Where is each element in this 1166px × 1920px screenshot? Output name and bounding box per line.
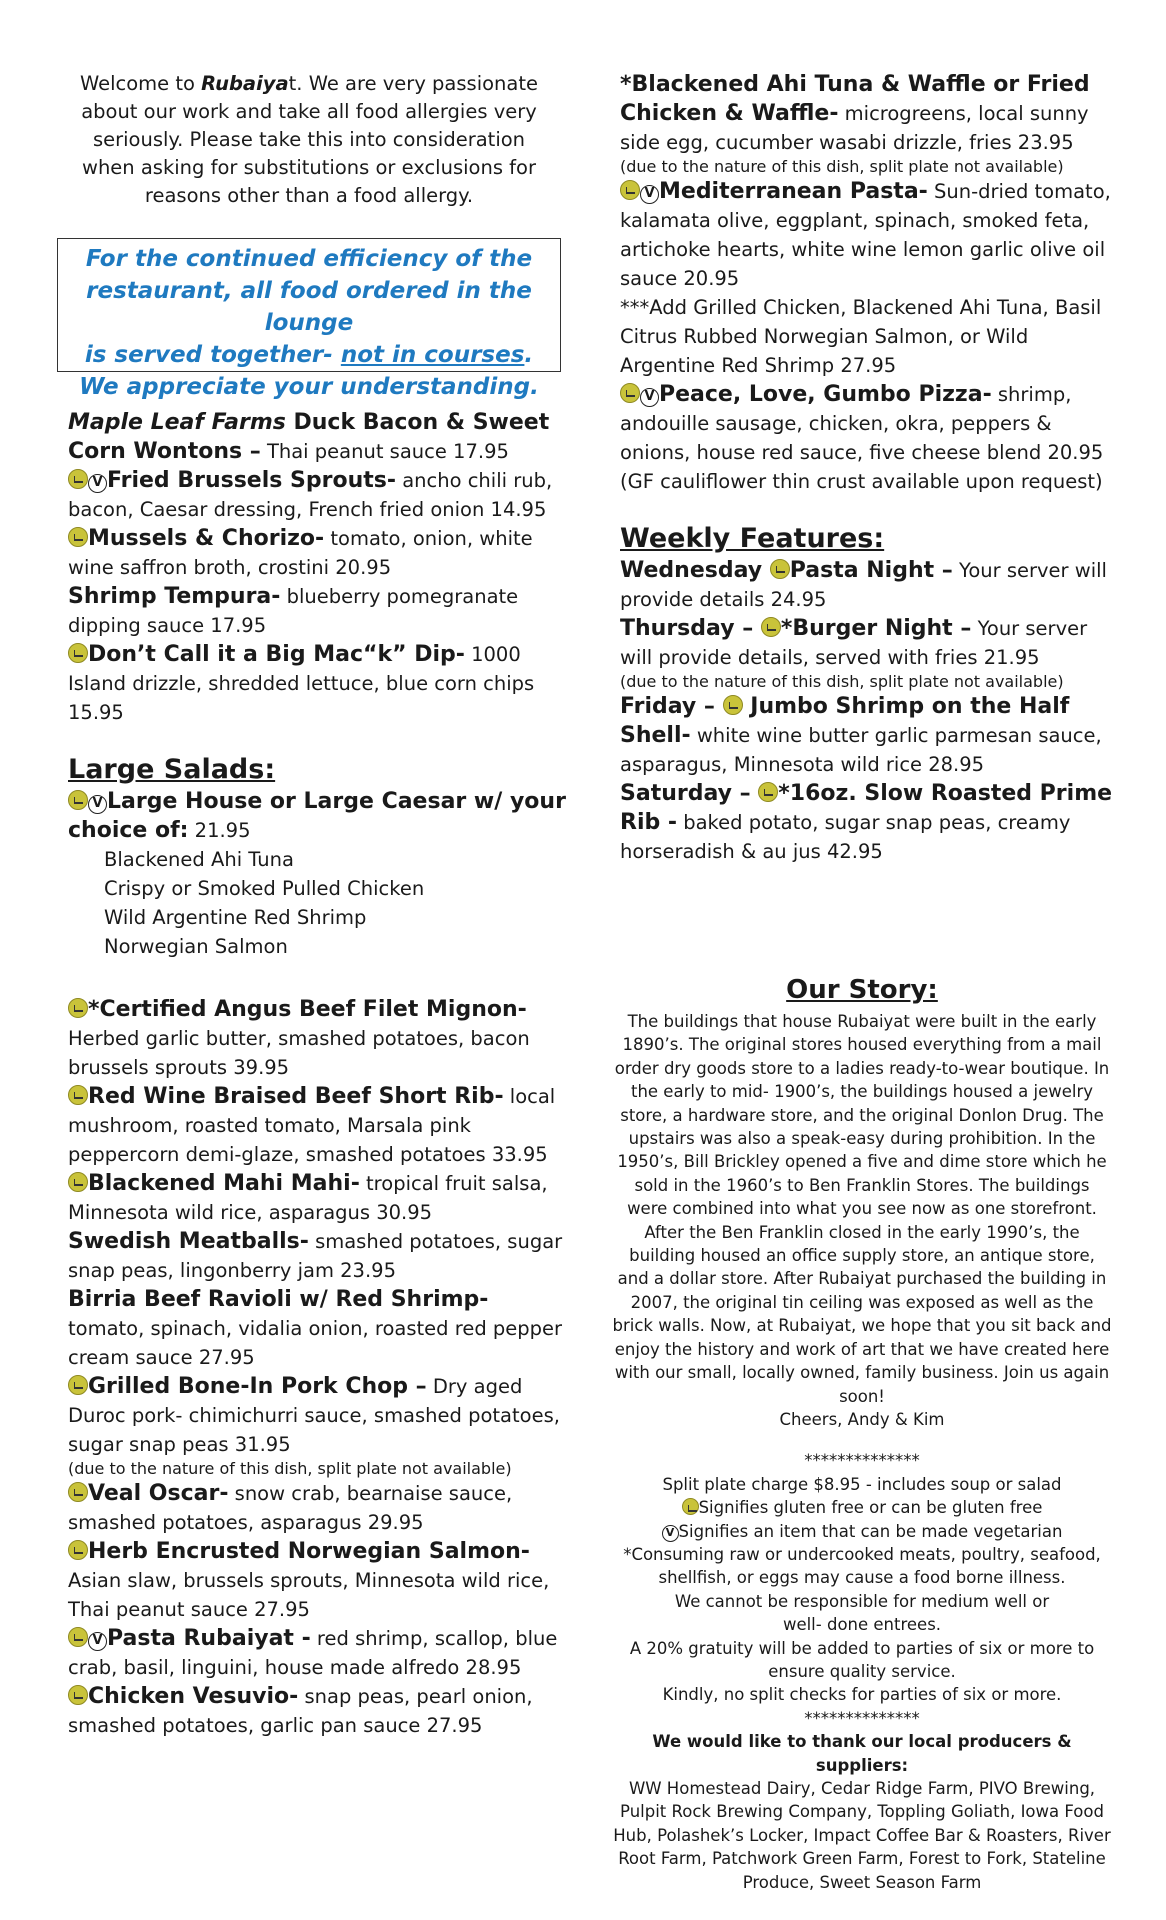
salad-option: Wild Argentine Red Shrimp <box>104 906 367 929</box>
item-name: Veal Oscar- <box>88 1481 229 1506</box>
menu-item-birria <box>68 1285 568 1372</box>
lounge-notice <box>57 238 561 400</box>
item-desc: Your server will provide details 24.95 <box>620 559 1107 611</box>
menu-item-mediterranean-pasta <box>620 177 1120 380</box>
menu-item-big-mac-dip <box>68 640 568 727</box>
menu-item-meatballs <box>68 1227 568 1285</box>
menu-item-brussels <box>68 466 568 524</box>
menu-item-pasta-rubaiyat <box>68 1624 568 1682</box>
gluten-free-icon <box>620 383 640 403</box>
vegetarian-icon: V <box>88 795 107 814</box>
item-add-on: ***Add Grilled Chicken, Blackened Ahi Tuna, Basil Citrus Rubbed Norwegian Salmon, or Wild Argentine Red Shrimp 27.95 <box>620 296 1102 377</box>
item-name: Blackened Mahi Mahi- <box>88 1171 360 1196</box>
item-desc: tropical fruit salsa, Minnesota wild rice, asparagus 30.95 <box>68 1172 548 1224</box>
item-name: *Blackened Ahi Tuna & Waffle or Fried Chicken & Waffle- <box>620 72 1090 126</box>
item-desc: blueberry pomegranate dipping sauce 17.95 <box>68 585 519 637</box>
gluten-free-icon <box>68 527 88 547</box>
suppliers-heading: We would like to thank our local producers & suppliers: <box>652 1732 1072 1775</box>
feature-day: Wednesday <box>620 558 770 583</box>
item-desc: local mushroom, roasted tomato, Marsala pink peppercorn demi-glaze, smashed potatoes 33.95 <box>68 1085 556 1166</box>
notice-line3 <box>58 339 560 371</box>
item-note: (GF cauliflower thin crust available upon request) <box>620 470 1103 493</box>
gluten-free-icon <box>68 790 88 810</box>
item-brand: Maple Leaf Farms <box>68 410 286 435</box>
item-name: Chicken Vesuvio- <box>88 1684 299 1709</box>
item-note: (due to the nature of this dish, split plate not available) <box>68 1459 512 1478</box>
menu-item-duck-wontons <box>68 408 568 466</box>
gluten-free-icon <box>68 1375 88 1395</box>
item-desc: tomato, onion, white wine saffron broth, crostini 20.95 <box>68 527 533 579</box>
item-name: Pasta Night – <box>789 558 953 583</box>
notice-line4: We appreciate your understanding. <box>79 374 539 400</box>
gluten-free-icon <box>761 617 781 637</box>
item-name: Peace, Love, Gumbo Pizza- <box>659 382 992 407</box>
item-name: Don’t Call it a Big Mac“k” Dip- <box>88 642 465 667</box>
well-done-note-2: well- done entrees. <box>782 1615 942 1635</box>
salad-option: Blackened Ahi Tuna <box>104 848 294 871</box>
item-name: *16oz. Slow Roasted Prime Rib - <box>620 781 1113 835</box>
item-name: Swedish Meatballs- <box>68 1229 309 1254</box>
feature-friday <box>620 692 1120 779</box>
our-story-section <box>612 972 1112 1894</box>
item-note: (due to the nature of this dish, split plate not available) <box>620 157 1064 176</box>
veg-legend-text: Signifies an item that can be made vegetarian <box>678 1521 1063 1541</box>
item-desc: baked potato, sugar snap peas, creamy horseradish & au jus 42.95 <box>620 811 1071 863</box>
item-desc: smashed potatoes, sugar snap peas, lingonberry jam 23.95 <box>68 1230 563 1282</box>
item-name: *Burger Night – <box>780 616 972 641</box>
gf-legend <box>612 1496 1112 1519</box>
gluten-free-icon <box>68 1540 88 1560</box>
menu-item-chicken-vesuvio <box>68 1682 568 1740</box>
vegetarian-icon: V <box>640 185 659 204</box>
welcome-text <box>64 70 554 210</box>
item-name: Mussels & Chorizo- <box>88 526 325 551</box>
menu-item-filet <box>68 995 568 1082</box>
split-plate-note: Split plate charge $8.95 - includes soup or salad <box>662 1474 1062 1494</box>
story-body: The buildings that house Rubaiyat were built in the early 1890’s. The original stores housed everything from a mail order dry goods store to a ladies ready-to-wear boutique. In the early to mid- 1900’s, the buildings housed a jewelry store, a hardware store, and the original Donlon Drug. The upstairs was also a speak-easy during prohibition. In the 1950’s, Bill Brickley opened a five and dime store which he sold in the 1960’s to Ben Franklin Stores. The buildings were combined into what you see now as one storefront. After the Ben Franklin closed in the early 1990’s, the building housed an office supply store, an antique store, and a dollar store. After Rubaiyat purchased the building in 2007, the original tin ceiling was exposed as well as the brick walls. Now, at Rubaiyat, we hope that you sit back and enjoy the history and work of art that we have created here with our small, locally owned, family business. Join us again soon! <box>612 1012 1112 1406</box>
item-price: 21.95 <box>188 819 251 842</box>
gluten-free-icon <box>68 1172 88 1192</box>
item-desc: snow crab, bearnaise sauce, smashed potatoes, asparagus 29.95 <box>68 1482 513 1534</box>
notice-line2: restaurant, all food ordered in the lounge <box>86 278 532 336</box>
feature-wednesday <box>620 556 1120 614</box>
item-note: (due to the nature of this dish, split plate not available) <box>620 672 1064 691</box>
raw-warning: *Consuming raw or undercooked meats, poultry, seafood, shellfish, or eggs may cause a food borne illness. <box>623 1544 1101 1588</box>
item-name: Fried Brussels Sprouts- <box>107 468 396 493</box>
welcome-brand: Rubaiya <box>201 72 289 95</box>
menu-item-waffle <box>620 70 1120 177</box>
split-checks-note: Kindly, no split checks for parties of six or more. <box>662 1685 1062 1705</box>
item-name: Shrimp Tempura- <box>68 584 281 609</box>
gluten-free-icon <box>68 1482 88 1502</box>
gluten-free-icon <box>68 1085 88 1105</box>
gluten-free-icon <box>723 695 743 715</box>
notice-line3-underlined: not in courses <box>340 342 525 368</box>
item-name: Large House or Large Caesar w/ your choice of: <box>68 789 566 843</box>
left-column <box>68 408 568 1740</box>
menu-item-veal <box>68 1479 568 1537</box>
item-name: Herb Encrusted Norwegian Salmon- <box>88 1539 530 1564</box>
weekly-features-heading: Weekly Features: <box>620 523 885 554</box>
feature-day: Friday – <box>620 694 723 719</box>
gluten-free-icon <box>68 998 88 1018</box>
item-name: Mediterranean Pasta- <box>659 179 928 204</box>
item-desc: 1000 Island drizzle, shredded lettuce, blue corn chips 15.95 <box>68 643 535 724</box>
gluten-free-icon <box>68 1627 88 1647</box>
item-name: Birria Beef Ravioli w/ Red Shrimp- <box>68 1287 489 1312</box>
menu-item-shrimp-tempura <box>68 582 568 640</box>
separator-stars: ************** <box>804 1708 920 1728</box>
salad-option: Norwegian Salmon <box>104 935 288 958</box>
our-story-heading: Our Story: <box>786 975 938 1005</box>
story-signoff: Cheers, Andy & Kim <box>779 1409 945 1429</box>
item-desc: Your server will provide details, served with fries 21.95 <box>620 617 1088 669</box>
separator-stars: ************** <box>804 1451 920 1471</box>
item-name: Jumbo Shrimp on the Half Shell- <box>620 694 1070 748</box>
right-column <box>620 70 1120 866</box>
menu-item-mussels <box>68 524 568 582</box>
item-name: Red Wine Braised Beef Short Rib- <box>88 1084 504 1109</box>
vegetarian-icon: V <box>88 474 107 493</box>
menu-item-salmon <box>68 1537 568 1624</box>
veg-legend <box>612 1520 1112 1543</box>
item-desc: ancho chili rub, bacon, Caesar dressing, French fried onion 14.95 <box>68 469 553 521</box>
welcome-post: t. We are very passionate about our work and take all food allergies very seriously. Please take this into consideration when asking for substitutions or exclusions for reasons other than a food allergy. <box>81 72 539 207</box>
salad-option: Crispy or Smoked Pulled Chicken <box>104 877 425 900</box>
item-name: Pasta Rubaiyat - <box>107 1626 311 1651</box>
vegetarian-icon: V <box>88 1632 107 1651</box>
item-name: *Certified Angus Beef Filet Mignon- <box>88 997 527 1022</box>
item-desc: Sun-dried tomato, kalamata olive, eggplant, spinach, smoked feta, artichoke hearts, white wine lemon garlic olive oil sauce 20.95 <box>620 180 1111 290</box>
item-desc: Herbed garlic butter, smashed potatoes, bacon brussels sprouts 39.95 <box>68 1027 530 1079</box>
item-name: Duck Bacon & Sweet Corn Wontons – <box>68 410 550 464</box>
item-name: Grilled Bone-In Pork Chop – <box>88 1374 427 1399</box>
suppliers-list: WW Homestead Dairy, Cedar Ridge Farm, PIVO Brewing, Pulpit Rock Brewing Company, Toppling Goliath, Iowa Food Hub, Polashek’s Locker, Impact Coffee Bar & Roasters, River Root Farm, Patchwork Green Farm, Forest to Fork, Stateline Produce, Sweet Season Farm <box>613 1779 1111 1892</box>
item-desc: tomato, spinach, vidalia onion, roasted red pepper cream sauce 27.95 <box>68 1317 563 1369</box>
gluten-free-icon <box>68 469 88 489</box>
menu-item-pork-chop <box>68 1372 568 1479</box>
item-desc: white wine butter garlic parmesan sauce, asparagus, Minnesota wild rice 28.95 <box>620 724 1102 776</box>
item-desc: Asian slaw, brussels sprouts, Minnesota wild rice, Thai peanut sauce 27.95 <box>68 1569 550 1621</box>
item-desc: snap peas, pearl onion, smashed potatoes, garlic pan sauce 27.95 <box>68 1685 533 1737</box>
vegetarian-icon: V <box>662 1525 679 1542</box>
item-desc: red shrimp, scallop, blue crab, basil, linguini, house made alfredo 28.95 <box>68 1627 558 1679</box>
gluten-free-icon <box>682 1498 699 1515</box>
item-desc: shrimp, andouille sausage, chicken, okra, peppers & onions, house red sauce, five cheese blend 20.95 <box>620 383 1104 464</box>
notice-line3-pre: is served together- <box>84 342 341 368</box>
vegetarian-icon: V <box>640 388 659 407</box>
notice-line3-post: . <box>524 342 534 368</box>
well-done-note-1: We cannot be responsible for medium well or <box>674 1591 1050 1611</box>
gratuity-note: A 20% gratuity will be added to parties of six or more to ensure quality service. <box>629 1638 1095 1681</box>
menu-item-gumbo-pizza <box>620 380 1120 496</box>
gluten-free-icon <box>620 180 640 200</box>
item-desc: microgreens, local sunny side egg, cucumber wasabi drizzle, fries 23.95 <box>620 102 1089 154</box>
gluten-free-icon <box>68 1685 88 1705</box>
gf-legend-text: Signifies gluten free or can be gluten free <box>698 1498 1043 1518</box>
feature-day: Thursday – <box>620 616 761 641</box>
large-salads-heading: Large Salads: <box>68 754 276 785</box>
feature-day: Saturday – <box>620 781 759 806</box>
item-desc: Dry aged Duroc pork- chimichurri sauce, smashed potatoes, sugar snap peas 31.95 <box>68 1375 560 1456</box>
gluten-free-icon <box>758 782 778 802</box>
gluten-free-icon <box>770 559 790 579</box>
item-desc: Thai peanut sauce 17.95 <box>260 440 509 463</box>
menu-item-mahi <box>68 1169 568 1227</box>
gluten-free-icon <box>68 643 88 663</box>
menu-item-short-rib <box>68 1082 568 1169</box>
menu-item-large-salad <box>68 787 568 845</box>
welcome-pre: Welcome to <box>79 72 202 95</box>
feature-thursday <box>620 614 1120 692</box>
notice-line1: For the continued efficiency of the <box>85 246 533 272</box>
feature-saturday <box>620 779 1120 866</box>
